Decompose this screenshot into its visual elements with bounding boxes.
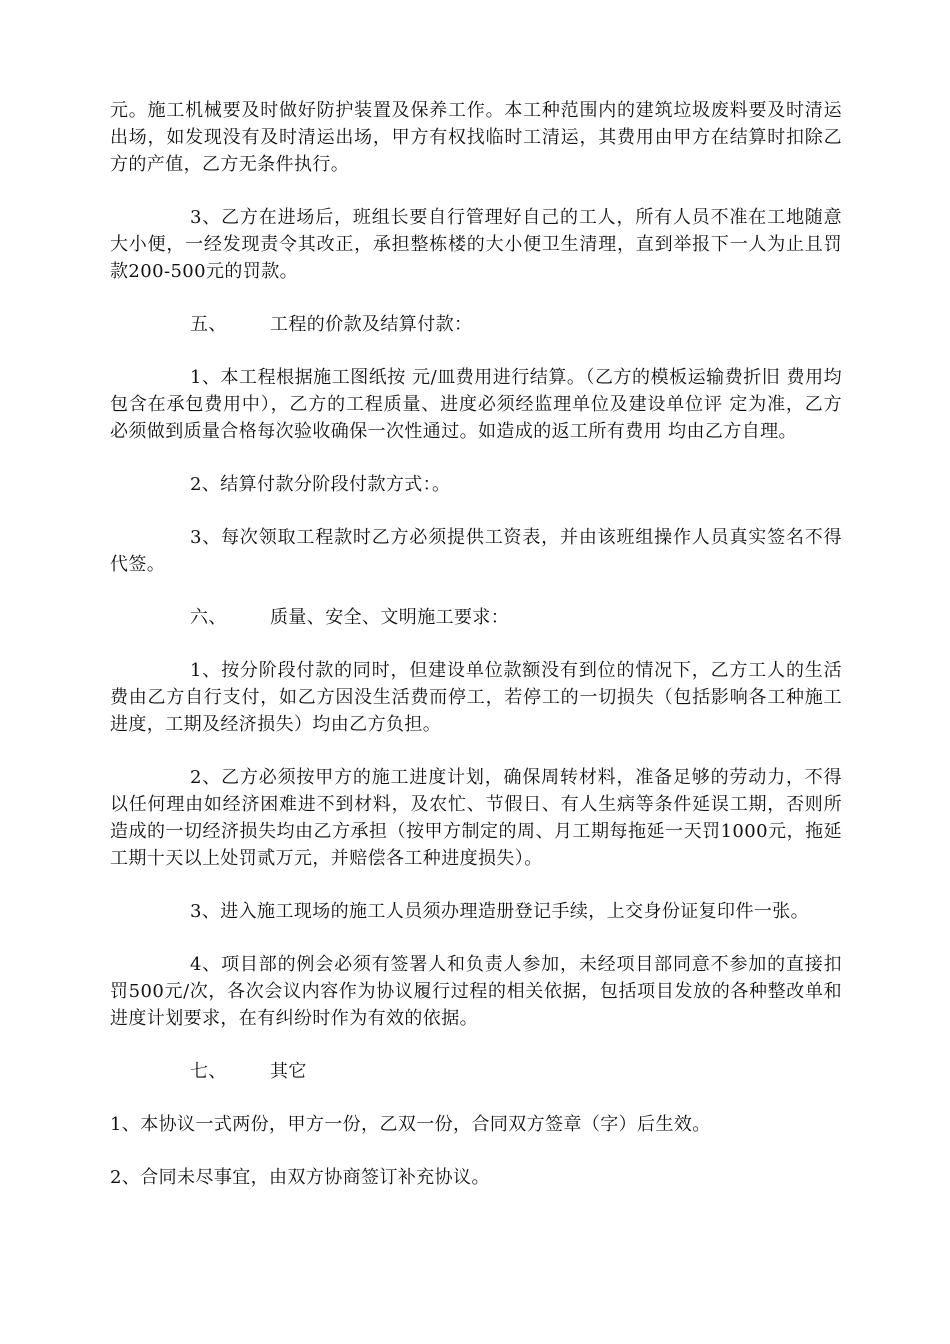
section-title: 工程的价款及结算付款： bbox=[270, 314, 473, 335]
paragraph-item-2-payment-method: 2、结算付款分阶段付款方式：。 bbox=[190, 474, 451, 495]
document-page bbox=[110, 97, 842, 1217]
section-number: 五、 bbox=[190, 314, 227, 335]
paragraph-item-2-schedule: 2、乙方必须按甲方的施工进度计划，确保周转材料，准备足够的劳动力，不得以任何理由如经济困难进不到材料，及农忙、节假日、有人生病等条件延误工期，否则所造成的一切经济损失均由乙方承担（按甲方制定的周、月工期每拖延一天罚1000元，拖延工期十天以上处罚贰万元，并赔偿各工种进度损失）。 bbox=[110, 767, 842, 869]
section-heading-5 bbox=[110, 311, 842, 338]
section-heading-6 bbox=[110, 604, 842, 631]
paragraph-item-1-living-expenses: 1、按分阶段付款的同时，但建设单位款额没有到位的情况下，乙方工人的生活费由乙方自行支付，如乙方因没生活费而停工，若停工的一切损失（包括影响各工种施工进度，工期及经济损失）均由乙方负担。 bbox=[110, 660, 842, 735]
paragraph-item-3-sanitation: 3、乙方在进场后，班组长要自行管理好自己的工人，所有人员不准在工地随意大小便，一经发现责令其改正，承担整栋楼的大小便卫生清理，直到举报下一人为止且罚款200-500元的罚款。 bbox=[110, 207, 842, 282]
paragraph-item-3-registration: 3、进入施工现场的施工人员须办理造册登记手续，上交身份证复印件一张。 bbox=[190, 901, 810, 922]
section-number: 六、 bbox=[190, 607, 227, 628]
paragraph-item-2-supplementary: 2、合同未尽事宜，由双方协商签订补充协议。 bbox=[110, 1167, 490, 1188]
paragraph-item-4-meetings: 4、项目部的例会必须有签署人和负责人参加，未经项目部同意不参加的直接扣罚500元/次，各次会议内容作为协议履行过程的相关依据，包括项目发放的各种整改单和进度计划要求，在有纠纷时作为有效的依据。 bbox=[110, 954, 842, 1029]
paragraph-item-3-payroll: 3、每次领取工程款时乙方必须提供工资表，并由该班组操作人员真实签名不得代签。 bbox=[110, 527, 842, 575]
section-title: 质量、安全、文明施工要求： bbox=[270, 607, 510, 628]
paragraph-item-1-copies: 1、本协议一式两份，甲方一份，乙双一份，合同双方签章（字）后生效。 bbox=[110, 1114, 711, 1135]
paragraph-continuation: 元。施工机械要及时做好防护装置及保养工作。本工种范围内的建筑垃圾废料要及时清运出场，如发现没有及时清运出场，甲方有权找临时工清运，其费用由甲方在结算时扣除乙方的产值，乙方无条件执行。 bbox=[110, 100, 842, 175]
paragraph-item-1-settlement: 1、本工程根据施工图纸按 元/皿费用进行结算。（乙方的模板运输费折旧 费用均包含在承包费用中），乙方的工程质量、进度必须经监理单位及建设单位评 定为准，乙方必须做到质量合格每次验收确保一次性通过。如造成的返工所有费用 均由乙方自理。 bbox=[110, 367, 842, 442]
section-heading-7 bbox=[110, 1058, 842, 1085]
section-number: 七、 bbox=[190, 1061, 227, 1082]
section-title: 其它 bbox=[270, 1061, 307, 1082]
